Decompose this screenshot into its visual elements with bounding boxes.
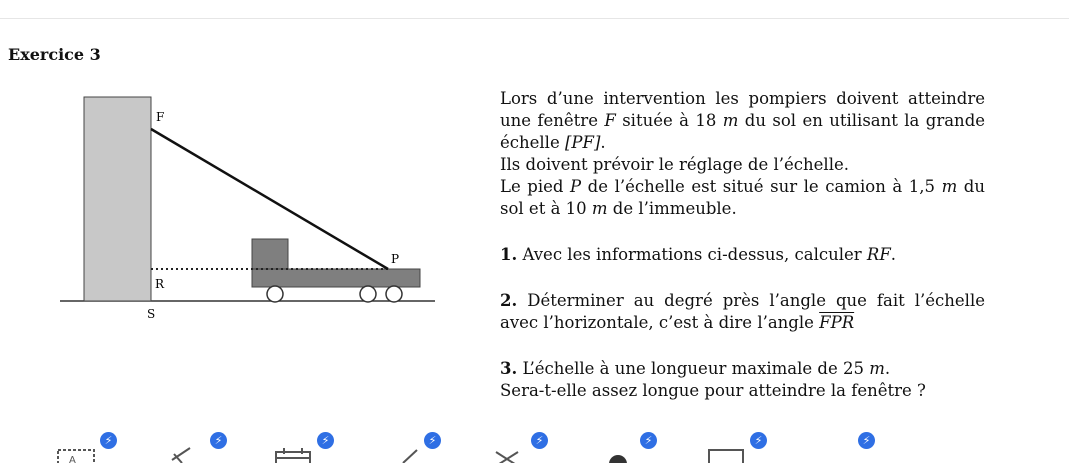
truck-cab (252, 239, 288, 271)
exercise-title: Exercice 3 (8, 45, 101, 64)
pencil-tool-icon[interactable] (393, 428, 473, 463)
label-F: F (156, 110, 165, 124)
statement-paragraph: Lors d’une intervention les pompiers doivent atteindre une fenêtre F située à 18 m du sol en utilisant la grande échelle [PF]. (500, 89, 986, 152)
angle-FPR: $\overline{FPR}$ (819, 313, 855, 332)
truck-wheel-rear-2 (386, 286, 402, 302)
question-2: 2. Déterminer au degré près l’angle que fait l’échelle avec l’horizontale, c’est à dire l’angle $\overline{FPR}$ (500, 291, 985, 332)
statement-line-2: Ils doivent prévoir le réglage de l’échelle. (500, 155, 849, 174)
lightning-badge-icon: ⚡ (424, 432, 441, 449)
statement-line-3: Le pied P de l’échelle est situé sur le camion à 1,5 m du sol et à 10 m de l’immeuble. (500, 177, 985, 218)
lightning-badge-icon: ⚡ (750, 432, 767, 449)
top-divider (0, 18, 1069, 19)
lightning-badge-icon: ⚡ (531, 432, 548, 449)
lightning-badge-icon: ⚡ (640, 432, 657, 449)
rectangle-tool-icon[interactable] (706, 428, 786, 463)
lightning-badge-icon: ⚡ (317, 432, 334, 449)
calendar-tool-icon[interactable] (272, 428, 352, 463)
lightning-badge-icon: ⚡ (210, 432, 227, 449)
blank-tool-icon[interactable] (820, 428, 900, 463)
exercise-text (500, 88, 985, 402)
dot-tool-icon[interactable] (600, 428, 680, 463)
svg-text:A: A (69, 455, 76, 463)
bottom-toolbar (0, 428, 1069, 463)
label-P: P (391, 252, 400, 266)
building (84, 97, 151, 301)
question-3-line-2: Sera-t-elle assez longue pour atteindre la fenêtre ? (500, 381, 926, 400)
question-1: 1. Avec les informations ci-dessus, calculer RF. (500, 245, 897, 264)
lightning-badge-icon: ⚡ (858, 432, 875, 449)
lightning-badge-icon: ⚡ (100, 432, 117, 449)
truck-wheel-front (267, 286, 283, 302)
fire-ladder-figure (55, 88, 435, 333)
truck-bed (252, 269, 420, 287)
label-R: R (155, 277, 165, 291)
text-box-tool-icon[interactable] (55, 428, 135, 463)
question-3: 3. L’échelle à une longueur maximale de 25 m. (500, 359, 891, 378)
close-tool-icon[interactable] (490, 428, 570, 463)
eraser-tool-icon[interactable] (160, 428, 240, 463)
truck-wheel-rear-1 (360, 286, 376, 302)
label-S: S (147, 307, 156, 321)
